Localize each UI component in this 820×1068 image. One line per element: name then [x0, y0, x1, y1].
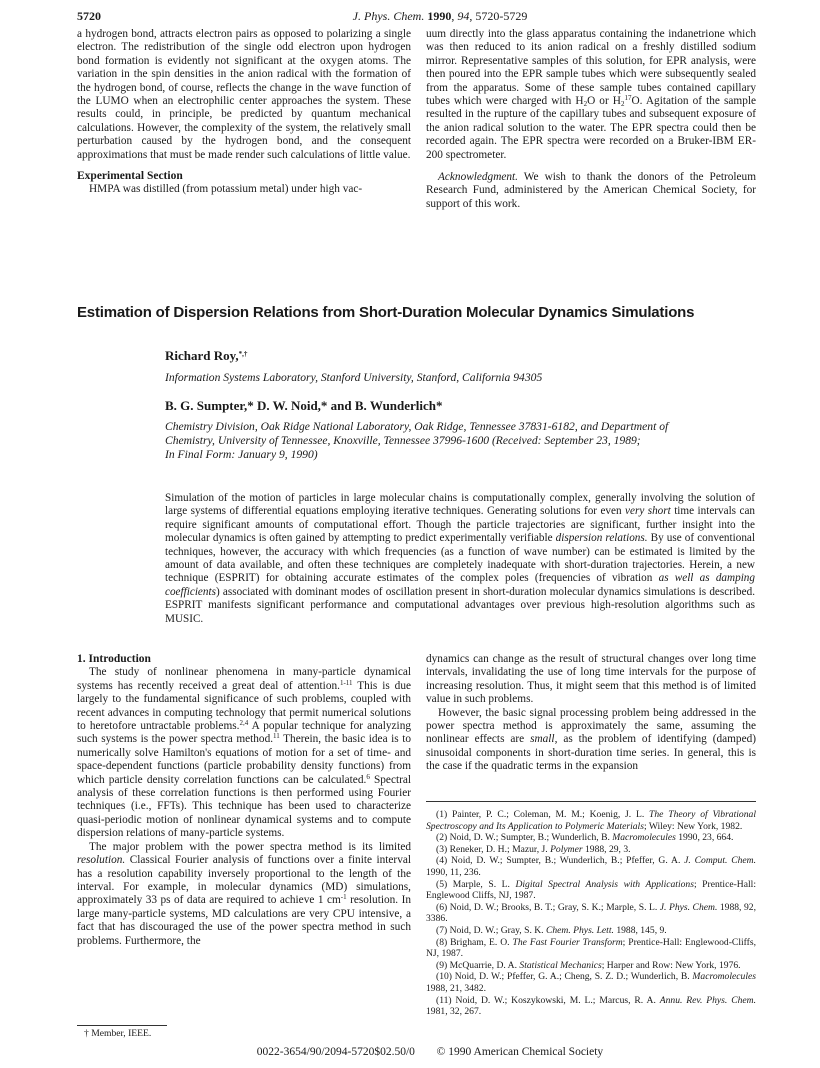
affiliation-oak-ridge: Chemistry Division, Oak Ridge National Laboratory, Oak Ridge, Tennessee 37831-6182, and Department of Chemistry, University of Tennessee, Knoxville, Tennessee 37996-1600 (Received: September 23, 1989; In Final Form: January 9, 1990) — [165, 420, 669, 461]
experimental-section-text: HMPA was distilled (from potassium metal) under high vac- — [89, 183, 363, 196]
affiliation-stanford: Information Systems Laboratory, Stanford University, Stanford, California 94305 — [165, 371, 543, 384]
footnote-divider — [77, 1025, 167, 1026]
page-number: 5720 — [77, 9, 101, 23]
reference-item: (11) Noid, D. W.; Koszykowski, M. L.; Marcus, R. A. Annu. Rev. Phys. Chem. 1981, 32, 267. — [426, 994, 756, 1018]
author-footnote: † Member, IEEE. — [84, 1028, 152, 1039]
journal-volume: 94 — [457, 9, 470, 23]
reference-item: (6) Noid, D. W.; Brooks, B. T.; Gray, S. K.; Marple, S. L. J. Phys. Chem. 1988, 92, 3386. — [426, 901, 756, 925]
journal-year: 1990 — [427, 9, 452, 23]
abstract: Simulation of the motion of particles in large molecular chains is computationally complex, generally involving the solution of large systems of differential equations employing iterative techniques. Generating solutions for even very short time intervals can require significant amounts of computational effort. Though the particle trajectories are significant, further insight into the molecular dynamics is often gained by attempting to predict experimentally verifiable dispersion relations. By use of conventional techniques, however, the accuracy with which frequencies (as a function of wave number) can be estimated is limited by the amount of data available, and often these techniques are completely inadequate with short-duration trajectories. Herein, a new technique (ESPRIT) for obtaining accurate estimates of the complex poles (frequencies of vibration as well as damping coefficients) associated with dominant modes of oscillation present in short-duration molecular dynamics simulations is described. ESPRIT manifests significant performance and computational advantages over previous high-resolution algorithms such as MUSIC. — [165, 492, 756, 625]
introduction-right-column — [426, 653, 756, 774]
experimental-section-heading: Experimental Section — [77, 170, 183, 183]
reference-item: (2) Noid, D. W.; Sumpter, B.; Wunderlich, B. Macromolecules 1990, 23, 664. — [436, 832, 734, 844]
prev-article-left-column — [77, 28, 411, 197]
intro-right-paragraph-1: dynamics can change as the result of structural changes over long time intervals, invalidating the use of long time intervals for the purpose of increasing resolution. Thus, it might seem that this method is of limited value in such problems. — [426, 653, 756, 706]
experimental-continuation: uum directly into the glass apparatus containing the indanetrione which was then reduced to its anion radical on a freshly distilled sodium mirror. Representative samples of this solution, for EPR analysis, were then poured into the EPR sample tubes which were subsequently sealed from the apparatus. Some of these sample tubes contained capillary tubes which were charged with $H_2O$ or $H_2^{17}O$. Agitation of the sample resulted in the rupture of the capillary tubes and subsequent exposure of the anion radical solution to the water. The EPR spectra could then be recorded again. The EPR spectra were recorded on a Bruker-IBM ER-200 spectrometer. — [426, 28, 756, 161]
prev-article-paragraph: a hydrogen bond, attracts electron pairs as opposed to polarizing a single electron. The redistribution of the single odd electron upon hydrogen bond formation is evidently not significant at the oxygen atoms. The variation in the spin densities in the anion radical with the formation of the hydrogen bond, of course, reflects the change in the wave function of the LUMO when an electrophilic center approaches the system. These results could, in principle, be predicted by quantum mechanical calculations. However, the complexity of the system, the relatively small perturbation caused by the hydrogen bond, and the consequent approximations that must be made render such calculations of little value. — [77, 28, 411, 161]
references-divider — [426, 801, 756, 802]
reference-item: (7) Noid, D. W.; Gray, S. K. Chem. Phys. Lett. 1988, 145, 9. — [436, 924, 667, 936]
reference-item: (3) Reneker, D. H.; Mazur, J. Polymer 1988, 29, 3. — [436, 843, 631, 855]
acknowledgment-label: Acknowledgment. — [438, 171, 518, 184]
introduction-heading: 1. Introduction — [77, 653, 151, 665]
authors-oak-ridge: B. G. Sumpter,* D. W. Noid,* and B. Wunderlich* — [165, 398, 443, 413]
reference-item: (10) Noid, D. W.; Pfeffer, G. A.; Cheng, S. Z. D.; Wunderlich, B. Macromolecules 1988, 21, 3482. — [426, 971, 756, 994]
reference-item: (5) Marple, S. L. Digital Spectral Analysis with Applications; Prentice-Hall: Englewood Cliffs, NJ, 1987. — [426, 878, 756, 902]
reference-item: (9) McQuarrie, D. A. Statistical Mechanics; Harper and Row: New York, 1976. — [436, 959, 741, 971]
prev-article-right-column — [426, 28, 756, 211]
issn-code: 0022-3654/90/2094-5720$02.50/0 — [256, 1046, 415, 1058]
page-footer — [20, 1046, 820, 1058]
journal-pages: 5720-5729 — [475, 9, 528, 23]
acknowledgment: Acknowledgment. We wish to thank the donors of the Petroleum Research Fund, administered by the American Chemical Society, for support of this work. — [426, 171, 756, 210]
article-title: Estimation of Dispersion Relations from Short-Duration Molecular Dynamics Simulations — [77, 304, 695, 321]
running-header: J. Phys. Chem. 1990, 94, 5720-5729 — [352, 9, 528, 23]
reference-item: (1) Painter, P. C.; Coleman, M. M.; Koenig, J. L. The Theory of Vibrational Spectroscopy and Its Application to Polymeric Materials; Wiley: New York, 1982. — [426, 809, 756, 832]
journal-name: J. Phys. Chem. — [352, 9, 425, 23]
intro-paragraph-2: The major problem with the power spectra method is its limited resolution. Classical Fourier analysis of functions over a finite interval has a resolution capability inversely proportional to the length of the interval. For example, in molecular dynamics (MD) simulations, approximately 33 ps of data are required to achieve 1 $cm^{-1}$ resolution. In large many-particle systems, MD calculations are very CPU intensive, a fact that has discouraged the use of the power spectra method in such problems. Furthermore, the — [77, 840, 411, 947]
author-richard-roy: Richard Roy,*,† — [165, 348, 248, 363]
reference-item: (8) Brigham, E. O. The Fast Fourier Transform; Prentice-Hall: Englewood-Cliffs, NJ, 1987. — [426, 936, 756, 960]
intro-paragraph-1: The study of nonlinear phenomena in many-particle dynamical systems has recently received a great deal of attention.$^{1-11}$ This is due largely to the fundamental significance of such problems, coupled with recent advances in computing technology that permit numerical solutions to heretofore untractable problems.$^{2,4}$ A popular technique for analyzing such systems is the power spectra method.$^{11}$ Therein, the basic idea is to numerically solve Hamilton's equations of motion for a set of time- and space-dependent functions (particle probability density functions) from which particle density correlation functions can be calculated.$^6$ Spectral analysis of these correlation functions is then performed using Fourier techniques (i.e., FFTs). This technique has been used to characterize quasi-periodic motion of nonlinear dynamical systems and to compute dispersion relations of many-particle systems. — [77, 666, 412, 840]
reference-item: (4) Noid, D. W.; Sumpter, B.; Wunderlich, B.; Pfeffer, G. A. J. Comput. Chem. 1990, 11, 236. — [426, 855, 756, 878]
copyright-notice: © 1990 American Chemical Society — [436, 1046, 604, 1058]
introduction-left-column — [77, 653, 411, 948]
references-list — [426, 809, 756, 1018]
intro-right-paragraph-2: However, the basic signal processing problem being addressed in the power spectra method is approximately the same, assuming the nonlinear effects are small, as the problem of identifying (damped) sinusoidal components in short-duration time series. In general, this is the case if the quadratic terms in the expansion — [426, 706, 757, 773]
